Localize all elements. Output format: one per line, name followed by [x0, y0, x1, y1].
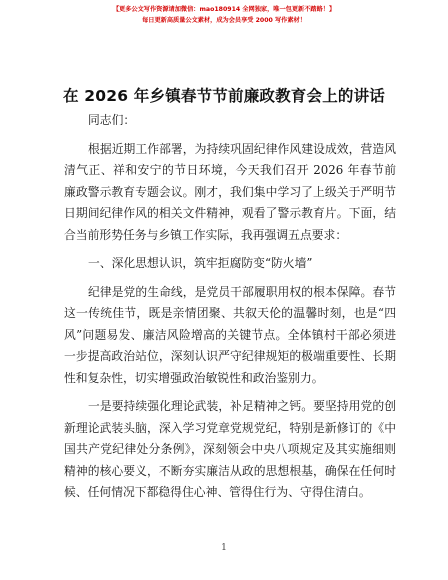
promo-banner — [0, 4, 448, 26]
salutation: 同志们： — [88, 113, 136, 127]
promo-banner-line-2: 每日更新高质量公文素材，成为会员享受 2000 写作素材！ — [142, 17, 306, 24]
promo-banner-line-1: 【更多公文写作资源请加微信：mao180914 全网独家，唯一包更新不踏路！】 — [112, 6, 336, 13]
section-heading-1: 一、深化思想认识，筑牢拒腐防变“防火墙” — [88, 256, 313, 270]
document-body — [64, 110, 396, 504]
body-paragraph-1: 纪律是党的生命线，是党员干部履职用权的根本保障。春节这一传统佳节，既是亲情团聚、共叙天伦的温馨时刻，也是“四风”问题易发、廉洁风险增高的关键节点。全体镇村干部必须进一步提高政治站位，深刻认识严守纪律规矩的极端重要性、长期性和复杂性，切实增强政治敏锐性和政治鉴别力。 — [64, 284, 396, 385]
page-number: 1 — [221, 543, 227, 553]
intro-paragraph: 根据近期工作部署，为持续巩固纪律作风建设成效，营造风清气正、祥和安宁的节日环境，今天我们召开 2026 年春节前廉政警示教育专题会议。刚才，我们集中学习了上级关于严明节日期间纪律作风的相关文件精神，观看了警示教育片。下面，结合当前形势任务与乡镇工作实际，我再强调五点要求： — [64, 141, 396, 242]
document-title: 在 2026 年乡镇春节节前廉政教育会上的讲话 — [62, 87, 386, 105]
body-paragraph-2: 一是要持续强化理论武装，补足精神之钙。要坚持用党的创新理论武装头脑，深入学习党章党规党纪，特别是新修订的《中国共产党纪律处分条例》，深刻领会中央八项规定及其实施细则精神的核心要义，不断夯实廉洁从政的思想根基，确保在任何时候、任何情况下都稳得住心神、管得住行为、守得住清白。 — [64, 399, 396, 499]
